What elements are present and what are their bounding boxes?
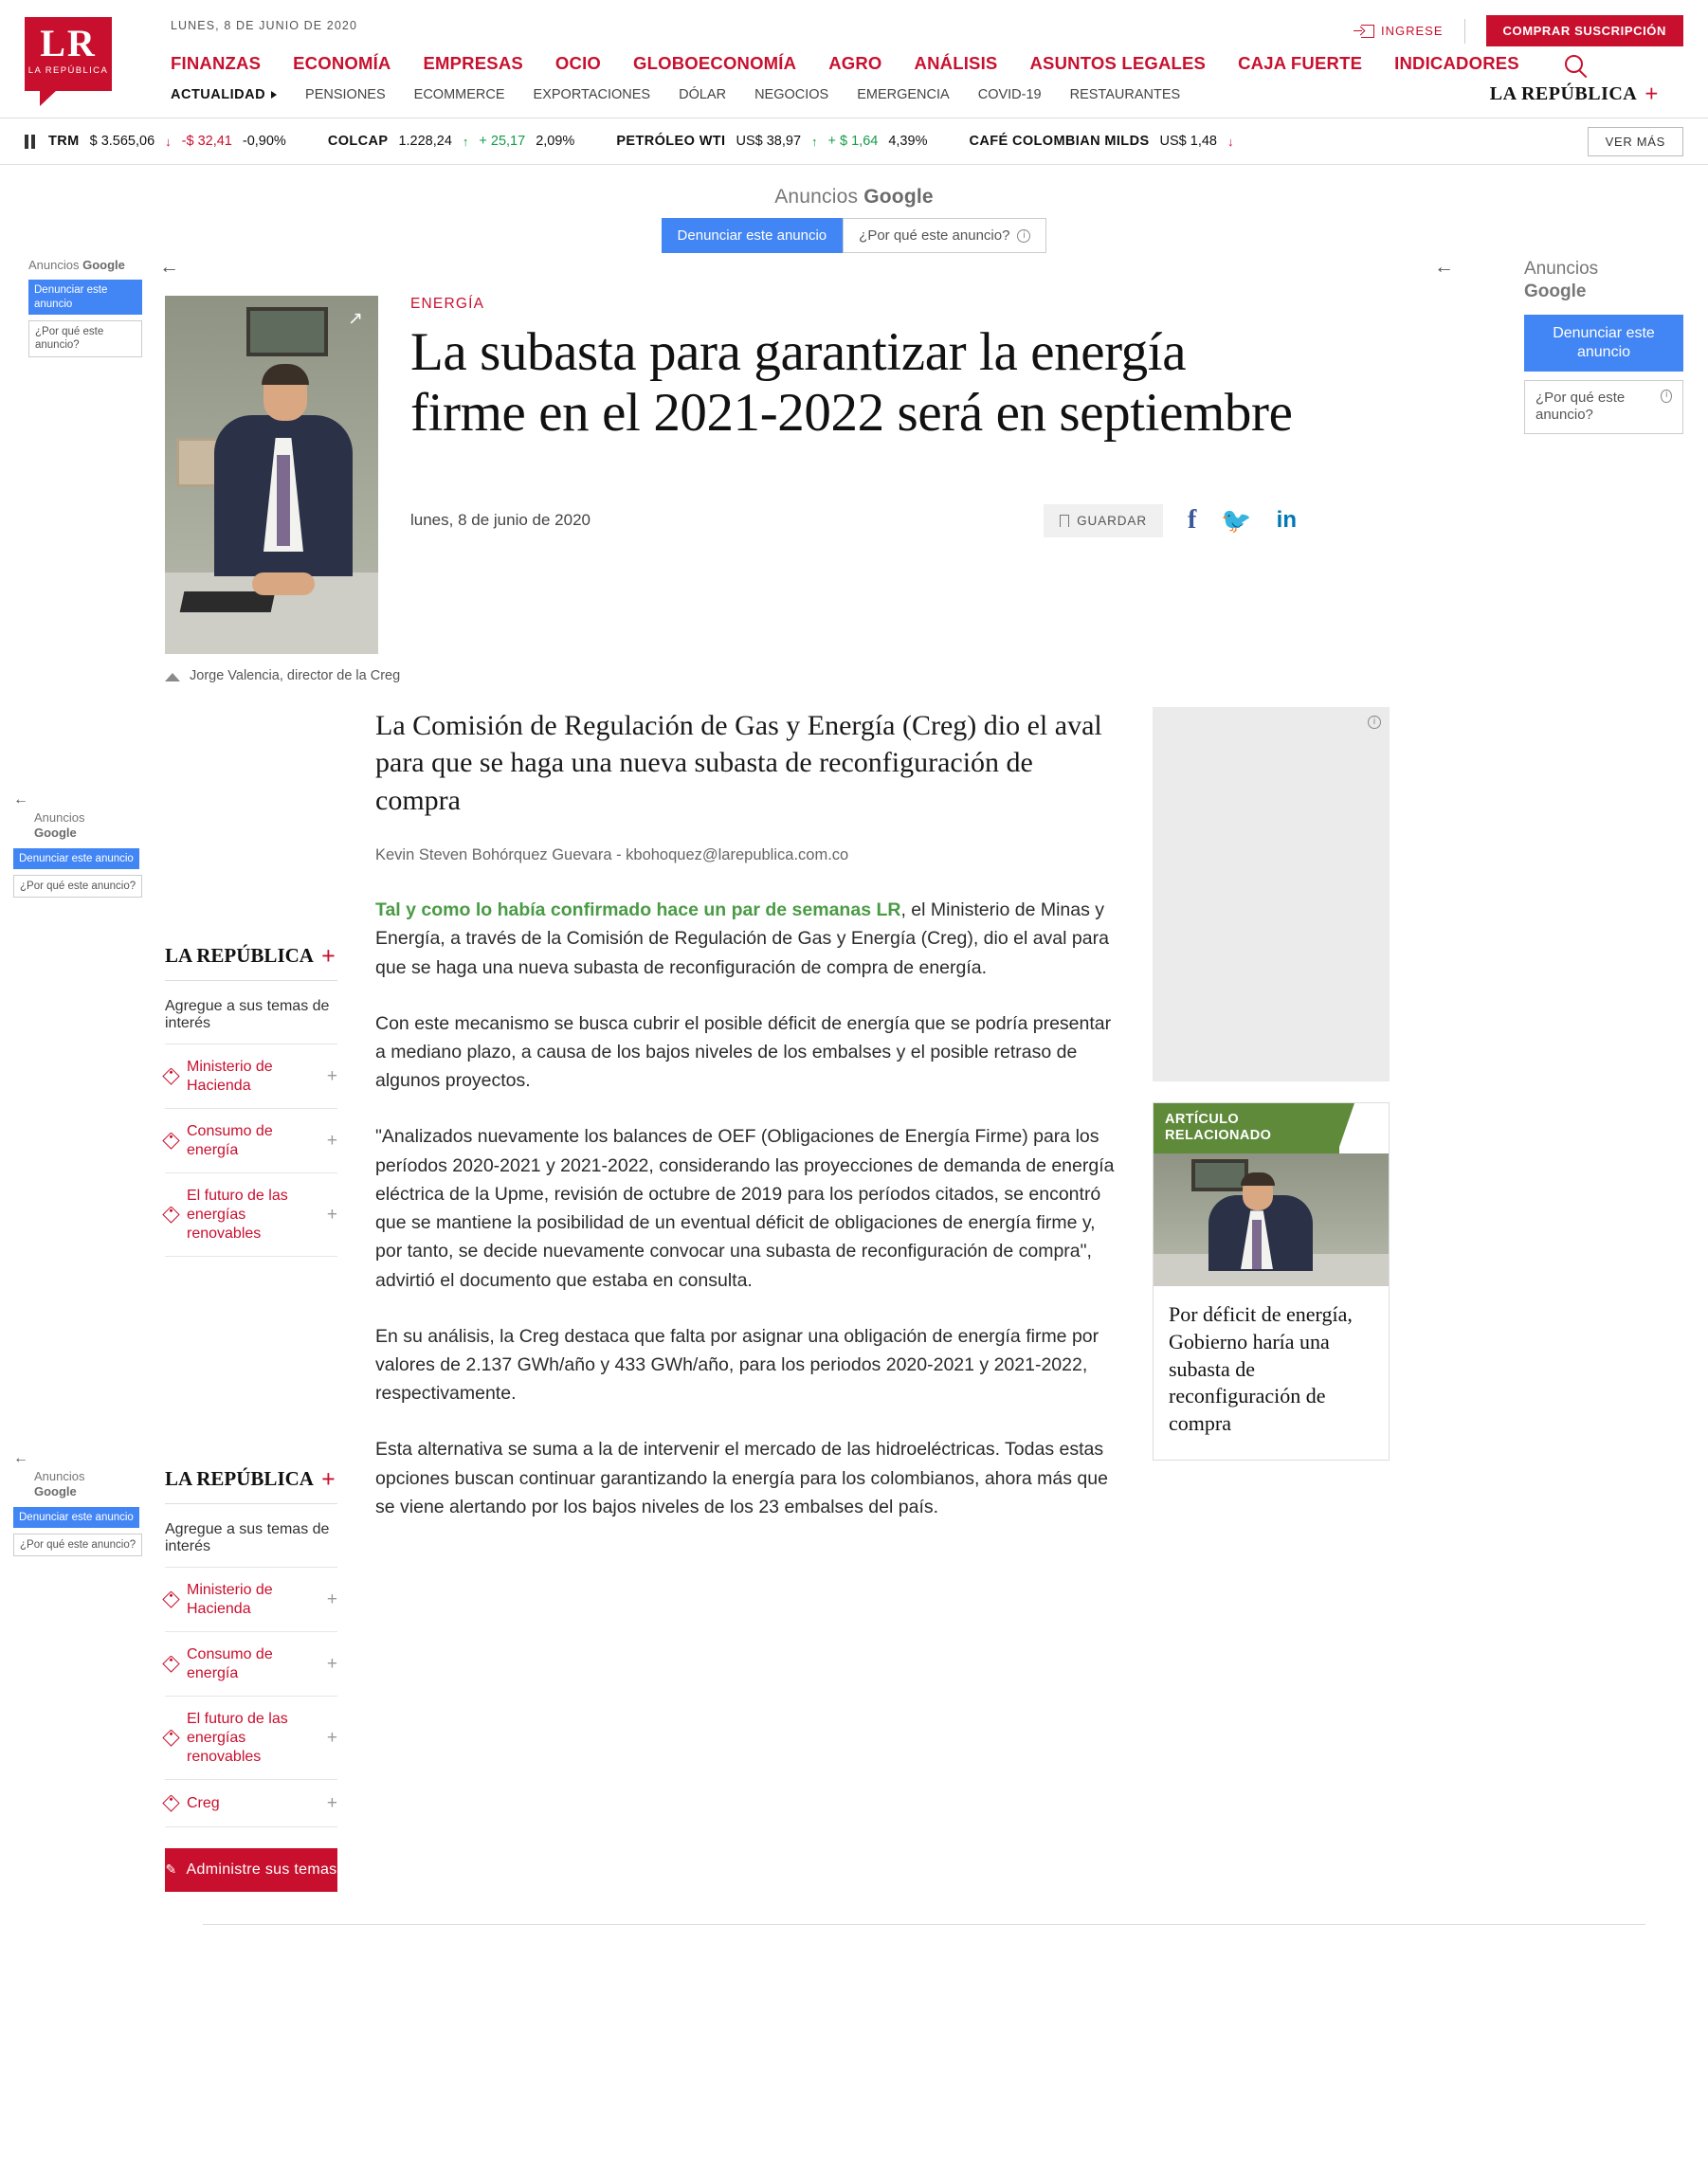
- subnav-item-emergencia[interactable]: EMERGENCIA: [857, 87, 950, 102]
- ads-label-google: Google: [34, 826, 77, 841]
- site-logo[interactable]: [25, 17, 112, 91]
- arrow-up-icon: ↑: [462, 134, 469, 149]
- ticker-pct: -0,90%: [242, 134, 286, 149]
- inline-ad-slot[interactable]: [1153, 707, 1390, 1081]
- divider: [203, 1924, 1645, 1925]
- right-rail: [1153, 707, 1390, 1892]
- article-hero-image[interactable]: [165, 296, 378, 654]
- secondary-navigation: [171, 74, 1683, 118]
- article-paragraph: Con este mecanismo se busca cubrir el posible déficit de energía que se podría presentar a mediano plazo, a causa de los bajos niveles de los embalses y el posible retraso de algunos proyectos.: [375, 1012, 1112, 1092]
- ticker-item-trm[interactable]: [48, 134, 286, 149]
- why-this-ad-label: ¿Por qué este anuncio?: [1535, 389, 1626, 424]
- account-actions: [1361, 15, 1683, 46]
- nav-item-ocio[interactable]: OCIO: [554, 53, 602, 73]
- info-icon[interactable]: i: [1368, 716, 1381, 729]
- nav-item-analisis[interactable]: ANÁLISIS: [914, 53, 998, 73]
- info-icon: i: [1017, 229, 1030, 243]
- subnav-item-restaurantes[interactable]: RESTAURANTES: [1069, 87, 1181, 102]
- ticker-item-cafe[interactable]: [969, 134, 1233, 149]
- caption-marker-icon: [165, 673, 180, 681]
- logo-tail-shape: [40, 90, 57, 106]
- info-icon: i: [1661, 390, 1672, 403]
- linkedin-icon[interactable]: in: [1276, 507, 1297, 534]
- topic-label: Creg: [187, 1794, 220, 1811]
- lead-rest: , el Ministerio de Minas y Energía, a través de la Comisión de Regulación de Gas y Energía (Creg), dio el aval para que se haga una nueva subasta de reconfiguración de compra de energía.: [375, 899, 1109, 978]
- ticker-name: PETRÓLEO WTI: [616, 134, 726, 149]
- widget-subtitle: Agregue a sus temas de interés: [165, 981, 337, 1044]
- tag-icon: [162, 1655, 179, 1672]
- ticker-change: -$ 32,41: [181, 134, 232, 149]
- ticker-pct: 4,39%: [888, 134, 928, 149]
- article-kicker[interactable]: ENERGÍA: [410, 296, 485, 312]
- login-label: INGRESE: [1381, 24, 1444, 38]
- ads-label-prefix: Anuncios: [34, 1469, 85, 1483]
- add-topic-button[interactable]: +: [326, 1065, 337, 1086]
- article-date: lunes, 8 de junio de 2020: [410, 511, 591, 530]
- ticker-change: + 25,17: [479, 134, 526, 149]
- related-article-card[interactable]: [1153, 1102, 1390, 1462]
- report-ad-button[interactable]: Denunciar este anuncio: [662, 218, 844, 253]
- subnav-item-dolar[interactable]: DÓLAR: [679, 87, 727, 102]
- report-ad-button[interactable]: Denunciar este anuncio: [1524, 315, 1683, 372]
- ticker-item-wti[interactable]: [616, 134, 927, 149]
- subnav-current-label: ACTUALIDAD: [171, 87, 266, 102]
- related-article-image[interactable]: [1154, 1153, 1389, 1286]
- lr-plus-label: LA REPÚBLICA: [1489, 83, 1638, 104]
- why-this-ad-button[interactable]: ¿Por qué este anuncio?: [13, 875, 142, 898]
- article-paragraph: En su análisis, la Creg destaca que falta por asignar una obligación de energía firme por valores de 2.137 GWh/año y 433 GWh/año, para los periodos 2020-2021 y 2021-2022, respectivamente.: [375, 1325, 1099, 1405]
- list-item[interactable]: [165, 1568, 337, 1632]
- logo-subtitle: LA REPÚBLICA: [27, 65, 109, 76]
- why-this-ad-button[interactable]: ¿Por qué este anuncio?: [13, 1534, 142, 1556]
- lead-highlight[interactable]: Tal y como lo había confirmado hace un par de semanas LR: [375, 899, 901, 921]
- subnav-item-covid19[interactable]: COVID-19: [977, 87, 1042, 102]
- report-ad-button[interactable]: Denunciar este anuncio: [28, 280, 142, 315]
- ads-label-google: Google: [863, 186, 934, 208]
- pause-icon[interactable]: [25, 135, 35, 149]
- login-icon: [1361, 25, 1374, 38]
- search-icon[interactable]: [1565, 55, 1583, 73]
- widget-brand-label: LA REPÚBLICA: [165, 944, 314, 968]
- ticker-value: US$ 38,97: [736, 134, 802, 149]
- widget-brand-label: LA REPÚBLICA: [165, 1467, 314, 1491]
- ticker-item-colcap[interactable]: [328, 134, 575, 149]
- subscribe-button[interactable]: COMPRAR SUSCRIPCIÓN: [1486, 15, 1683, 46]
- ticker-value: US$ 1,48: [1159, 134, 1217, 149]
- collapse-ad-arrow-icon[interactable]: ←: [159, 256, 179, 278]
- image-caption: [25, 654, 404, 686]
- ads-label-prefix: Anuncios: [28, 258, 80, 272]
- topic-label: El futuro de las energías renovables: [187, 1710, 288, 1765]
- page-title: La subasta para garantizar la energía firme en el 2021-2022 será en septiembre: [410, 322, 1293, 443]
- add-topic-button[interactable]: +: [326, 1792, 337, 1813]
- topic-label: Ministerio de Hacienda: [187, 1058, 273, 1094]
- related-flag-label: ARTÍCULO RELACIONADO: [1154, 1103, 1339, 1154]
- subnav-item-negocios[interactable]: NEGOCIOS: [754, 87, 829, 102]
- article-author: Kevin Steven Bohórquez Guevara - kbohoquez@larepublica.com.co: [375, 846, 849, 864]
- ticker-value: 1.228,24: [398, 134, 452, 149]
- plus-icon: +: [320, 1464, 336, 1493]
- list-item[interactable]: [165, 1632, 337, 1697]
- ads-label: [0, 165, 1708, 209]
- collapse-ad-arrow-icon-right[interactable]: ←: [1434, 256, 1454, 278]
- article: [0, 269, 1708, 1925]
- logo-text: LR: [40, 22, 97, 64]
- topic-label: Ministerio de Hacienda: [187, 1581, 273, 1617]
- plus-icon: +: [1644, 82, 1659, 107]
- save-button[interactable]: [1044, 504, 1163, 537]
- ticker-value: $ 3.565,06: [89, 134, 155, 149]
- article-paragraph-lead: [375, 896, 1115, 982]
- share-actions: [1044, 504, 1297, 537]
- lr-plus-logo[interactable]: [1490, 82, 1659, 106]
- tag-icon: [162, 1794, 179, 1811]
- article-paragraph: Esta alternativa se suma a la de intervenir el mercado de las hidroeléctricas. Todas estas opciones buscan continuar garantizando la energía para los colombianos, ahora más que se viene alertando por los bajos niveles de los 23 embalses del país.: [375, 1439, 1108, 1517]
- topics-widget-2: [165, 1464, 337, 1892]
- header-date: LUNES, 8 DE JUNIO DE 2020: [171, 19, 358, 32]
- article-standfirst: La Comisión de Regulación de Gas y Energía (Creg) dio el aval para que se haga una nueva subasta de reconfiguración de compra: [375, 709, 1102, 817]
- collapse-ad-arrow-icon-3[interactable]: ←: [13, 1450, 28, 1466]
- add-topic-button[interactable]: +: [326, 1589, 337, 1609]
- market-ticker: [0, 118, 1708, 165]
- add-topic-button[interactable]: +: [326, 1130, 337, 1151]
- nav-item-finanzas[interactable]: FINANZAS: [171, 53, 262, 73]
- add-topic-button[interactable]: +: [326, 1727, 337, 1748]
- ads-label-prefix: Anuncios: [774, 186, 859, 208]
- left-rail: [25, 707, 337, 1892]
- ticker-pct: 2,09%: [536, 134, 575, 149]
- tag-icon: [162, 1729, 179, 1746]
- twitter-icon[interactable]: 🐦: [1221, 505, 1252, 535]
- report-ad-button[interactable]: Denunciar este anuncio: [13, 1507, 139, 1528]
- pencil-icon: ✎: [165, 1861, 177, 1878]
- ticker-name: TRM: [48, 134, 80, 149]
- topics-widget-1: [165, 941, 337, 1257]
- nav-item-globoeconomia[interactable]: GLOBOECONOMÍA: [633, 53, 797, 73]
- ads-label-google: Google: [1524, 281, 1587, 301]
- subnav-item-exportaciones[interactable]: EXPORTACIONES: [533, 87, 651, 102]
- top-ad-slot: [0, 165, 1708, 269]
- manage-topics-label: Administre sus temas: [186, 1861, 337, 1878]
- widget-subtitle: Agregue a sus temas de interés: [165, 1504, 337, 1568]
- list-item[interactable]: [165, 1109, 337, 1173]
- ads-label-google: Google: [82, 258, 125, 272]
- ads-label-prefix: Anuncios: [1524, 259, 1599, 279]
- arrow-up-icon: ↑: [811, 134, 818, 149]
- save-label: GUARDAR: [1077, 513, 1147, 528]
- ticker-name: COLCAP: [327, 134, 389, 149]
- facebook-icon[interactable]: f: [1187, 505, 1197, 536]
- subnav-item-pensiones[interactable]: PENSIONES: [305, 87, 386, 102]
- report-ad-button[interactable]: Denunciar este anuncio: [13, 848, 139, 869]
- site-header: [0, 0, 1708, 118]
- topic-label: El futuro de las energías renovables: [187, 1187, 288, 1242]
- list-item[interactable]: [165, 1697, 337, 1780]
- ads-label-prefix: Anuncios: [34, 810, 85, 825]
- nav-item-empresas[interactable]: EMPRESAS: [423, 53, 523, 73]
- list-item[interactable]: [165, 1044, 337, 1109]
- bookmark-icon: [1060, 515, 1069, 527]
- article-paragraph: "Analizados nuevamente los balances de OEF (Obligaciones de Energía Firme) para los períodos 2020-2021 y 2021-2022, considerando las proyecciones de demanda de energía eléctrica de la Upme, revisión de octubre de 2019 para los períodos citados, se encontró que se mantiene la posibilidad de un eventual déficit de obligaciones de energía firme y, por tanto, se decide nuevamente convocar una subasta de reconfiguración de compra", advirtió el documento que estaba en consulta.: [375, 1126, 1115, 1291]
- nav-item-indicadores[interactable]: INDICADORES: [1394, 53, 1519, 73]
- divider: [1464, 19, 1465, 44]
- add-topic-button[interactable]: +: [326, 1653, 337, 1674]
- subnav-item-actualidad[interactable]: [171, 87, 277, 102]
- nav-item-agro[interactable]: AGRO: [828, 53, 882, 73]
- nav-item-asuntos-legales[interactable]: ASUNTOS LEGALES: [1029, 53, 1207, 73]
- topic-label: Consumo de energía: [187, 1122, 273, 1158]
- image-caption-text: Jorge Valencia, director de la Creg: [190, 668, 401, 683]
- plus-icon: +: [320, 941, 336, 970]
- nav-item-economia[interactable]: ECONOMÍA: [293, 53, 391, 73]
- tag-icon: [162, 1132, 179, 1149]
- list-item[interactable]: [165, 1780, 337, 1827]
- tag-icon: [162, 1206, 179, 1223]
- ticker-name: CAFÉ COLOMBIAN MILDS: [969, 134, 1150, 149]
- nav-item-caja-fuerte[interactable]: CAJA FUERTE: [1238, 53, 1363, 73]
- list-item[interactable]: [165, 1173, 337, 1257]
- related-article-title[interactable]: Por déficit de energía, Gobierno haría una subasta de reconfiguración de compra: [1169, 1302, 1353, 1435]
- chevron-right-icon: [271, 91, 277, 99]
- ver-mas-button[interactable]: VER MÁS: [1588, 127, 1683, 156]
- arrow-down-icon: ↓: [165, 134, 172, 149]
- why-this-ad-label: ¿Por qué este anuncio?: [859, 227, 1010, 244]
- article-body: [337, 707, 1153, 1892]
- ticker-change: + $ 1,64: [827, 134, 879, 149]
- arrow-down-icon: ↓: [1226, 134, 1234, 149]
- tag-icon: [162, 1067, 179, 1084]
- why-this-ad-button[interactable]: [843, 218, 1046, 253]
- tag-icon: [162, 1590, 179, 1607]
- login-button[interactable]: [1361, 24, 1444, 38]
- subnav-item-ecommerce[interactable]: ECOMMERCE: [413, 87, 505, 102]
- ads-label-google: Google: [34, 1484, 77, 1499]
- manage-topics-button[interactable]: [165, 1848, 337, 1892]
- why-this-ad-button[interactable]: ¿Por qué este anuncio?: [28, 320, 142, 357]
- add-topic-button[interactable]: +: [326, 1204, 337, 1225]
- topic-label: Consumo de energía: [187, 1645, 273, 1681]
- collapse-ad-arrow-icon-2[interactable]: ←: [13, 791, 28, 808]
- expand-image-icon[interactable]: ↗: [348, 308, 363, 329]
